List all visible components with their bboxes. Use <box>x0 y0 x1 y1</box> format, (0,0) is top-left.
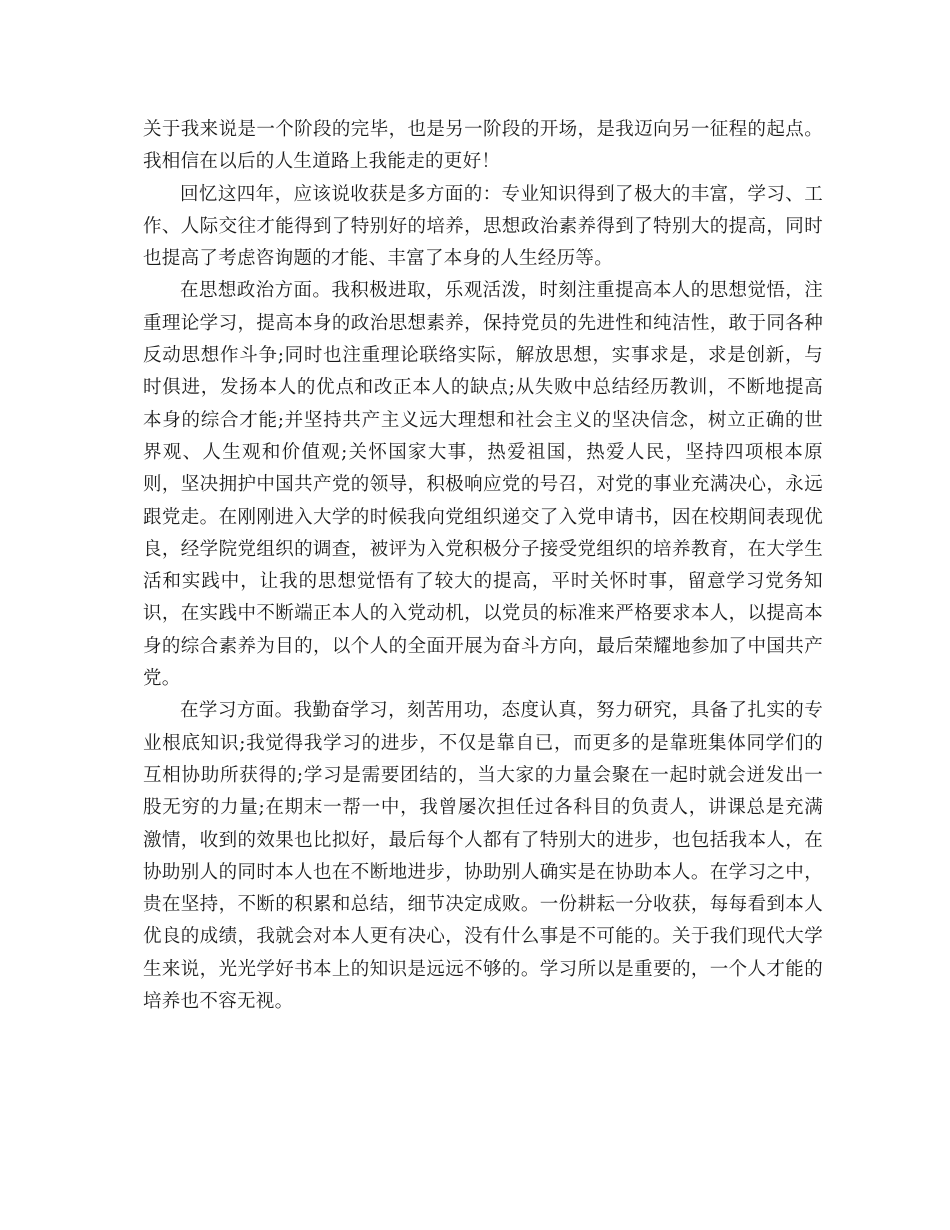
paragraph-4: 在学习方面。我勤奋学习，刻苦用功，态度认真，努力研究，具备了扎实的专业根底知识;我觉得我学习的进步，不仅是靠自已，而更多的是靠班集体同学们的互相协助所获得的;学习是需要团结的，当大家的力量会聚在一起时就会迸发出一股无穷的力量;在期末一帮一中，我曾屡次担任过各科目的负责人，讲课总是充满激情，收到的效果也比拟好，最后每个人都有了特别大的进步，也包括我本人，在协助别人的同时本人也在不断地进步，协助别人确实是在协助本人。在学习之中，贵在坚持，不断的积累和总结，细节决定成败。一份耕耘一分收获，每每看到本人优良的成绩，我就会对本人更有决心，没有什么事是不可能的。关于我们现代大学生来说，光光学好书本上的知识是远远不够的。学习所以是重要的，一个人才能的培养也不容无视。 <box>143 700 823 1013</box>
paragraph-3: 在思想政治方面。我积极进取，乐观活泼，时刻注重提高本人的思想觉悟，注重理论学习，提高本身的政治思想素养，保持党员的先进性和纯洁性，敢于同各种反动思想作斗争;同时也注重理论联络实际，解放思想，实事求是，求是创新，与时俱进，发扬本人的优点和改正本人的缺点;从失败中总结经历教训，不断地提高本身的综合才能;并坚持共产主义远大理想和社会主义的坚决信念，树立正确的世界观、人生观和价值观;关怀国家大事，热爱祖国，热爱人民，坚持四项根本原则，坚决拥护中国共产党的领导，积极响应党的号召，对党的事业充满决心，永远跟党走。在刚刚进入大学的时候我向党组织递交了入党申请书，因在校期间表现优良，经学院党组织的调查，被评为入党积极分子接受党组织的培养教育，在大学生活和实践中，让我的思想觉悟有了较大的提高，平时关怀时事，留意学习党务知识，在实践中不断端正本人的入党动机，以党员的标准来严格要求本人，以提高本身的综合素养为目的，以个人的全面开展为奋斗方向，最后荣耀地参加了中国共产党。 <box>143 280 823 690</box>
document-body <box>143 114 823 1018</box>
paragraph-1: 关于我来说是一个阶段的完毕，也是另一阶段的开场，是我迈向另一征程的起点。我相信在以后的人生道路上我能走的更好！ <box>143 119 823 173</box>
paragraph-2: 回忆这四年，应该说收获是多方面的：专业知识得到了极大的丰富，学习、工作、人际交往才能得到了特别好的培养，思想政治素养得到了特别大的提高，同时也提高了考虑咨询题的才能、丰富了本身的人生经历等。 <box>143 183 823 270</box>
